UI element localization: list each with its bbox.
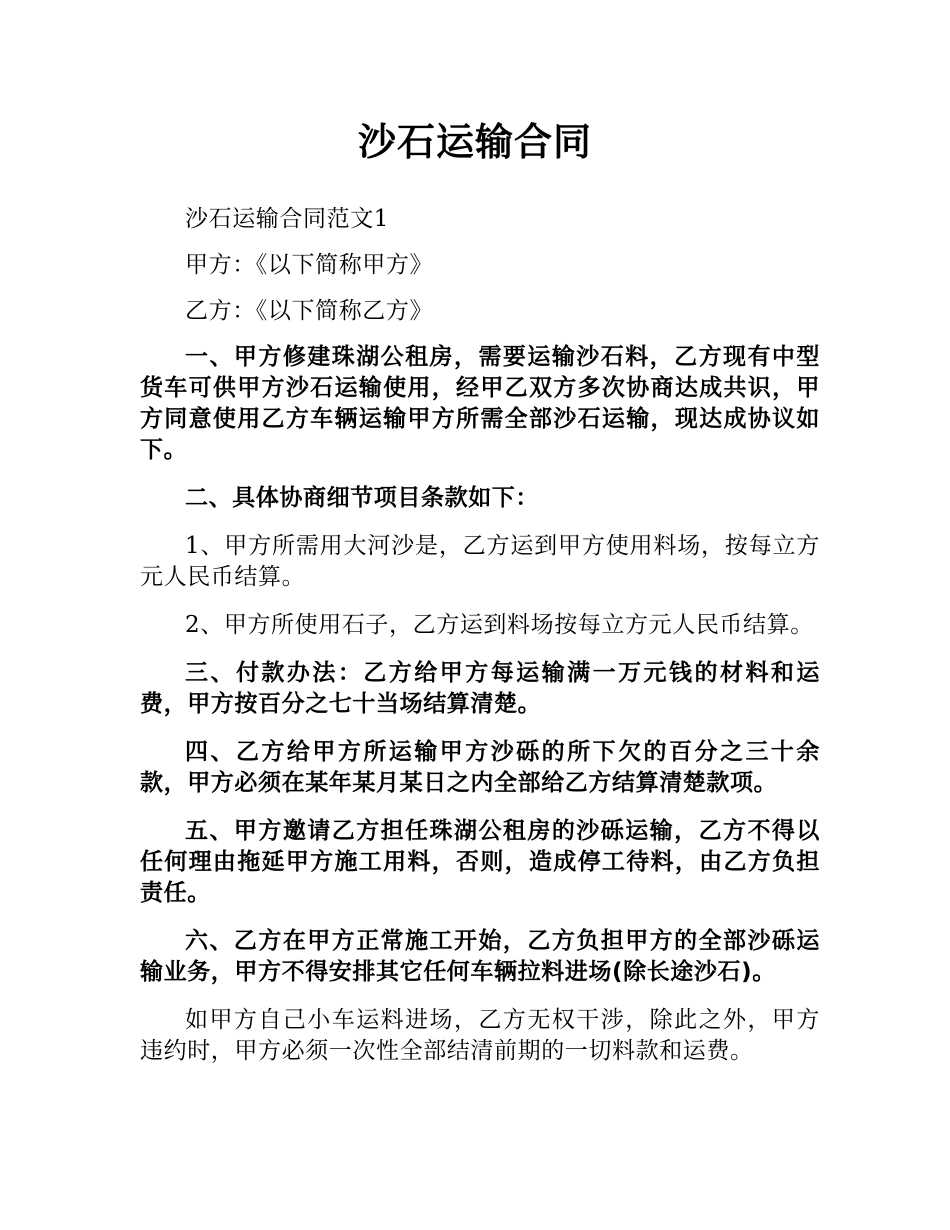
- document-body: [140, 200, 820, 1067]
- paragraph-party-b: 乙方：《以下简称乙方》: [185, 298, 434, 324]
- clause-6: 六、乙方在甲方正常施工开始，乙方负担甲方的全部沙砾运输业务，甲方不得安排其它任何车辆拉料进场(除长途沙石)。: [140, 928, 820, 985]
- paragraph-subtitle: 沙石运输合同范文1: [185, 206, 390, 232]
- clause-1: 一、甲方修建珠湖公租房，需要运输沙石料，乙方现有中型货车可供甲方沙石运输使用，经甲乙双方多次协商达成共识，甲方同意使用乙方车辆运输甲方所需全部沙石运输，现达成协议如下。: [140, 344, 820, 463]
- document-title: 沙石运输合同: [357, 120, 592, 164]
- clause-2-item-1: 1、甲方所需用大河沙是，乙方运到甲方使用料场，按每立方元人民币结算。: [140, 533, 820, 590]
- paragraph-party-a: 甲方：《以下简称甲方》: [185, 252, 434, 278]
- clause-4: 四、乙方给甲方所运输甲方沙砾的所下欠的百分之三十余款，甲方必须在某年某月某日之内全部给乙方结算清楚款项。: [140, 739, 820, 796]
- clause-2: 二、具体协商细节项目条款如下：: [185, 485, 539, 511]
- clause-6-note: 如甲方自己小车运料进场，乙方无权干涉，除此之外，甲方违约时，甲方必须一次性全部结清前期的一切料款和运费。: [140, 1007, 820, 1064]
- clause-3: 三、付款办法：乙方给甲方每运输满一万元钱的材料和运费，甲方按百分之七十当场结算清楚。: [140, 660, 820, 717]
- clause-5: 五、甲方邀请乙方担任珠湖公租房的沙砾运输，乙方不得以任何理由拖延甲方施工用料，否则，造成停工待料，由乙方负担责任。: [140, 818, 820, 906]
- clause-2-item-2: 2、甲方所使用石子，乙方运到料场按每立方元人民币结算。: [185, 612, 814, 638]
